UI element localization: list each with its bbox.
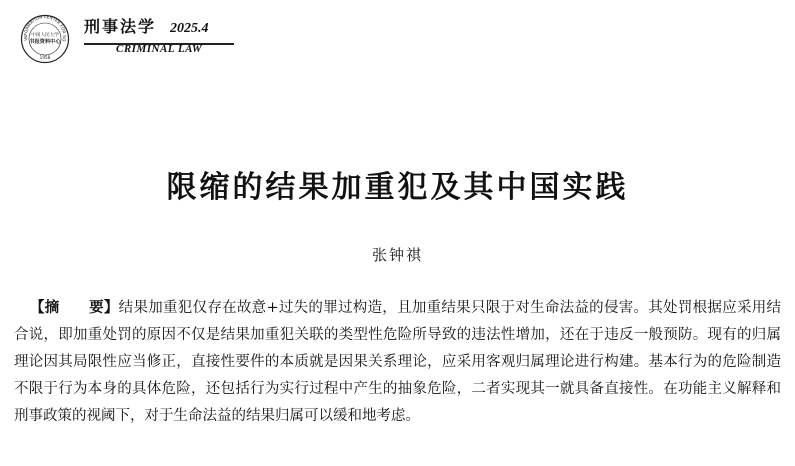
journal-header	[84, 14, 234, 45]
seal-inner-line-1: 中国人民大学	[31, 33, 59, 38]
seal-arc-text: INFORMATION CENTER FOR SO	[22, 14, 68, 42]
journal-name: 刑事法学	[84, 17, 157, 36]
article-author: 张钟祺	[371, 246, 423, 264]
seal-inner-line-2: 书报资料中心	[29, 39, 61, 45]
article-title: 限缩的结果加重犯及其中国实践	[166, 170, 629, 205]
abstract	[14, 294, 781, 430]
seal-year: 1958	[39, 55, 51, 60]
abstract-label: 【摘 要】	[30, 299, 119, 316]
renmin-university-seal-logo	[20, 14, 70, 64]
journal-line	[84, 14, 234, 37]
journal-english-name: CRIMINAL LAW	[116, 43, 203, 55]
issue-number: 2025.4	[170, 21, 209, 36]
abstract-text: 结果加重犯仅存在故意+过失的罪过构造，且加重结果只限于对生命法益的侵害。其处罚根据应采用结合说，即加重处罚的原因不仅是结果加重犯关联的类型性危险所导致的违法性增加，还在于违反一般预防。现有的归属理论因其局限性应当修正，直接性要件的本质就是因果关系理论，应采用客观归属理论进行构建。基本行为的危险制造不限于行为本身的具体危险，还包括行为实行过程中产生的抽象危险，二者实现其一就具备直接性。在功能主义解释和刑事政策的视阈下，对于生命法益的结果归属可以缓和地考虑。	[14, 300, 781, 424]
